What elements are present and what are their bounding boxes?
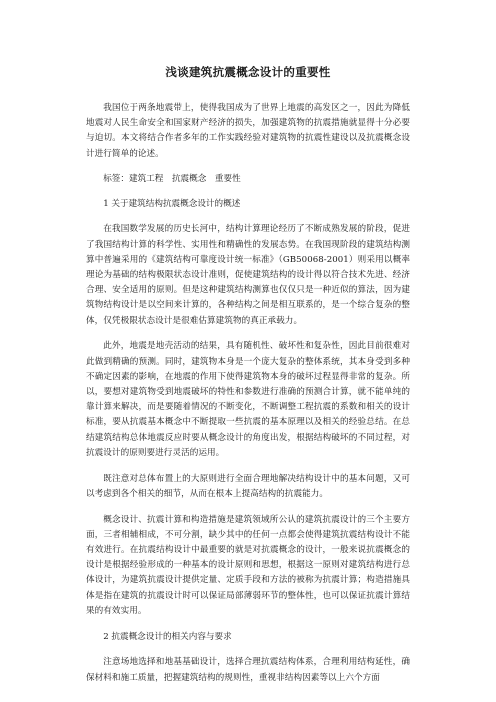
document-title: 浅谈建筑抗震概念设计的重要性	[165, 65, 331, 79]
section-heading-1: 1 关于建筑结构抗震概念设计的概述	[103, 198, 241, 209]
section1-paragraph-2: 此外，地震是地壳活动的结果，具有随机性、破坏性和复杂性，因此目前很难对此做到精确的预测。同时，建筑物本身是一个庞大复杂的整体系统，其本身受到多种不确定因素的影响，在地震的作用下使得建筑物本身的破坏过程显得非常的复杂。所以，要想对建筑物受到地震破坏的特性和参数进行准确的预测合计算，就不能单纯的靠计算来解决，而是要随着情况的不断变化，不断调整工程抗震的系数和相关的设计标准，要从抗震基本概念中不断提取一些抗震的基本原理以及相关的经验总结。在总结建筑结构总体地震反应时要从概念设计的角度出发，根据结构破坏的不同过程，对抗震设计的原则要进行灵活的运用。	[86, 341, 410, 458]
section1-paragraph-1: 在我国数学发展的历史长河中，结构计算理论经历了不断成熟发展的阶段，促进了我国结构计算的科学性、实用性和精确性的发展态势。在我国现阶段的建筑结构测算中普遍采用的《建筑结构可靠度设计统一标准》（GB50068-2001）则采用以概率理论为基础的结构极限状态设计准则，促使建筑结构的设计得以符合技术先进、经济合理、安全适用的原则。但是这种建筑结构测算也仅仅只是一种近似的算法，因为建筑物结构设计是以空间来计算的，各种结构之间是相互联系的，是一个综合复杂的整体，仅凭极限状态设计是很难估算建筑物的真正承载力。	[86, 224, 410, 326]
section-heading-2: 2 抗震概念设计的相关内容与要求	[103, 631, 232, 642]
section1-paragraph-4: 概念设计、抗震计算和构造措施是建筑领域所公认的建筑抗震设计的三个主要方面，三者相辅相成，不可分割，缺少其中的任何一点都会使得建筑抗震结构设计不能有效进行。在抗震结构设计中最重要的就是对抗震概念的设计，一般来说抗震概念的设计是根据经验形成的一种基本的设计原则和思想，根据这一原则对建筑结构进行总体设计，为建筑抗震设计提供定量、定质手段和方法的被称为抗震计算；构造措施具体是指在建筑的抗震设计时可以保证局部薄弱环节的整体性，也可以保证抗震计算结果的有效实用。	[86, 514, 410, 616]
keywords-line: 标签：建筑工程 抗震概念 重要性	[103, 174, 241, 185]
abstract-paragraph: 我国位于两条地震带上，使得我国成为了世界上地震的高发区之一，因此为降低地震对人民生命安全和国家财产经济的损失，加强建筑物的抗震措施就显得十分必要与迫切。本文将结合作者多年的工作实践经验对建筑物的抗震性建设以及抗震概念设计进行简单的论述。	[86, 103, 410, 159]
section1-paragraph-3: 既注意对总体布置上的大原则进行全面合理地解决结构设计中的基本问题，又可以考虑到各个相关的细节，从而在根本上提高结构的抗震能力。	[86, 473, 410, 499]
section2-paragraph-1: 注意场地选择和地基基础设计，选择合理抗震结构体系，合理利用结构延性，确保材料和施工质量，把握建筑结构的规则性，重视非结构因素等以上六个方面	[86, 657, 410, 683]
